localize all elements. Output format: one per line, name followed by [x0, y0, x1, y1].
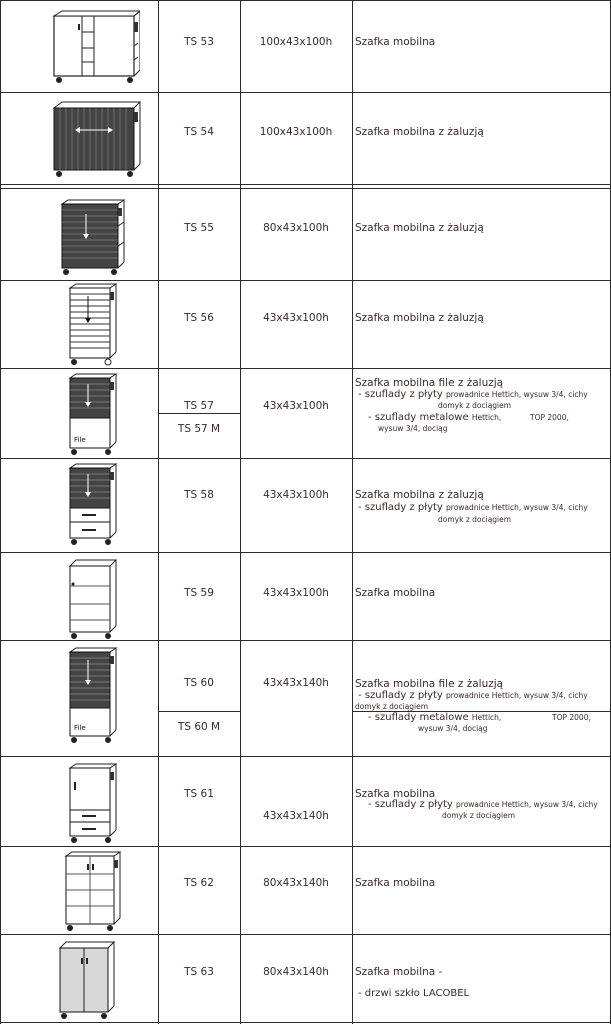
metal-drawer-detail: Hettich,: [471, 413, 502, 422]
product-dimensions: 43x43x100h: [263, 489, 329, 501]
metal-drawer-detail: wysuw 3/4, dociąg: [418, 724, 488, 733]
product-dimensions: 43x43x140h: [263, 677, 329, 689]
divider: [0, 934, 611, 935]
divider: [0, 846, 611, 847]
cabinet-file-shutter-thumb: [66, 646, 120, 746]
file-label: File: [74, 436, 86, 444]
table-row: [0, 552, 611, 640]
drawer-spec-detail: domyk z dociągiem: [438, 401, 512, 410]
drawer-spec: - szuflady z płyty: [368, 799, 453, 810]
table-row: [0, 846, 611, 934]
product-code: TS 57: [184, 400, 214, 412]
table-row: [0, 368, 611, 458]
table-row: [0, 934, 611, 1024]
product-code: TS 58: [184, 489, 214, 501]
divider: [0, 0, 611, 1]
divider: [0, 184, 611, 185]
metal-drawer-spec: - szuflady metalowe: [368, 412, 469, 423]
file-label: File: [74, 724, 86, 732]
drawer-spec-detail: prowadnice Hettich, wysuw 3/4, cichy: [446, 691, 588, 700]
product-code: TS 55: [184, 222, 214, 234]
product-dimensions: 43x43x100h: [263, 587, 329, 599]
product-description: Szafka mobilna z żaluzją: [355, 126, 484, 138]
product-code: TS 63: [184, 966, 214, 978]
product-code-variant: TS 57 M: [177, 423, 221, 435]
product-code: TS 62: [184, 877, 214, 889]
drawer-spec-detail: domyk z dociągiem: [438, 515, 512, 524]
product-code-variant: TS 60 M: [177, 721, 221, 733]
cabinet-door-drawers-thumb: [66, 762, 120, 846]
cabinet-open-shelves-thumb: [50, 10, 140, 86]
product-description: Szafka mobilna z żaluzją: [355, 312, 484, 324]
metal-drawer-detail: Hettich,: [471, 713, 502, 722]
divider: [0, 1022, 611, 1023]
drawer-spec-detail: prowadnice Hettich, wysuw 3/4, cichy: [446, 390, 588, 399]
product-dimensions: 43x43x100h: [263, 312, 329, 324]
door-spec: - drzwi szkło LACOBEL: [358, 988, 470, 999]
divider: [0, 280, 611, 281]
divider: [0, 552, 611, 553]
divider: [0, 92, 611, 93]
metal-drawer-detail: TOP 2000,: [552, 713, 591, 722]
cabinet-shutter-thumb: [50, 100, 142, 180]
product-description: Szafka mobilna -: [355, 966, 443, 978]
divider: [158, 0, 159, 1024]
divider: [240, 0, 241, 1024]
product-description: Szafka mobilna: [355, 877, 436, 889]
product-code: TS 61: [184, 788, 214, 800]
product-dimensions: 80x43x140h: [263, 966, 329, 978]
product-dimensions: 80x43x100h: [263, 222, 329, 234]
divider: [0, 756, 611, 757]
product-code: TS 59: [184, 587, 214, 599]
table-row: [0, 756, 611, 846]
divider: [0, 188, 611, 189]
product-code: TS 54: [184, 126, 214, 138]
product-description: Szafka mobilna z żaluzją: [355, 222, 484, 234]
drawer-spec: - szuflady z płyty: [358, 690, 443, 701]
product-dimensions: 100x43x100h: [259, 36, 333, 48]
table-row: [0, 458, 611, 552]
product-code: TS 56: [184, 312, 214, 324]
divider: [352, 0, 353, 1024]
divider: [0, 458, 611, 459]
cabinet-glass-doors-thumb: [56, 938, 118, 1022]
metal-drawer-detail: wysuw 3/4, dociąg: [378, 424, 448, 433]
drawer-spec: - szuflady z płyty: [358, 502, 443, 513]
product-dimensions: 43x43x100h: [263, 400, 329, 412]
cabinet-shutter-drawers-thumb: [66, 462, 120, 548]
cabinet-shutter-thumb: [58, 198, 128, 278]
product-description: Szafka mobilna z żaluzją: [355, 489, 484, 501]
table-row: [0, 188, 611, 280]
cabinet-shutter-thumb: [66, 282, 120, 366]
cabinet-file-shutter-thumb: [66, 372, 120, 456]
product-code: TS 53: [184, 36, 214, 48]
table-row: [0, 640, 611, 756]
product-description: Szafka mobilna file z żaluzją: [355, 377, 504, 389]
product-description: Szafka mobilna: [355, 788, 436, 800]
cabinet-door-thumb: [66, 556, 120, 640]
metal-drawer-detail: TOP 2000,: [530, 413, 569, 422]
divider: [0, 640, 611, 641]
product-description: Szafka mobilna file z żaluzją: [355, 678, 504, 690]
product-code: TS 60: [184, 677, 214, 689]
cabinet-open-shelves-thumb: [62, 850, 124, 934]
drawer-spec-detail: prowadnice Hettich, wysuw 3/4, cichy: [456, 800, 598, 809]
product-dimensions: 80x43x140h: [263, 877, 329, 889]
divider: [0, 0, 1, 1024]
drawer-spec-detail: domyk z dociągiem: [355, 702, 429, 711]
metal-drawer-spec: - szuflady metalowe: [368, 712, 469, 723]
table-row: [0, 0, 611, 92]
product-dimensions: 43x43x140h: [263, 810, 329, 822]
drawer-spec: - szuflady z płyty: [358, 389, 443, 400]
product-description: Szafka mobilna: [355, 587, 436, 599]
drawer-spec-detail: prowadnice Hettich, wysuw 3/4, cichy: [446, 503, 588, 512]
drawer-spec-detail: domyk z dociągiem: [442, 811, 516, 820]
product-description: Szafka mobilna: [355, 36, 436, 48]
divider: [0, 368, 611, 369]
table-row: [0, 92, 611, 184]
product-dimensions: 100x43x100h: [259, 126, 333, 138]
table-row: [0, 280, 611, 368]
